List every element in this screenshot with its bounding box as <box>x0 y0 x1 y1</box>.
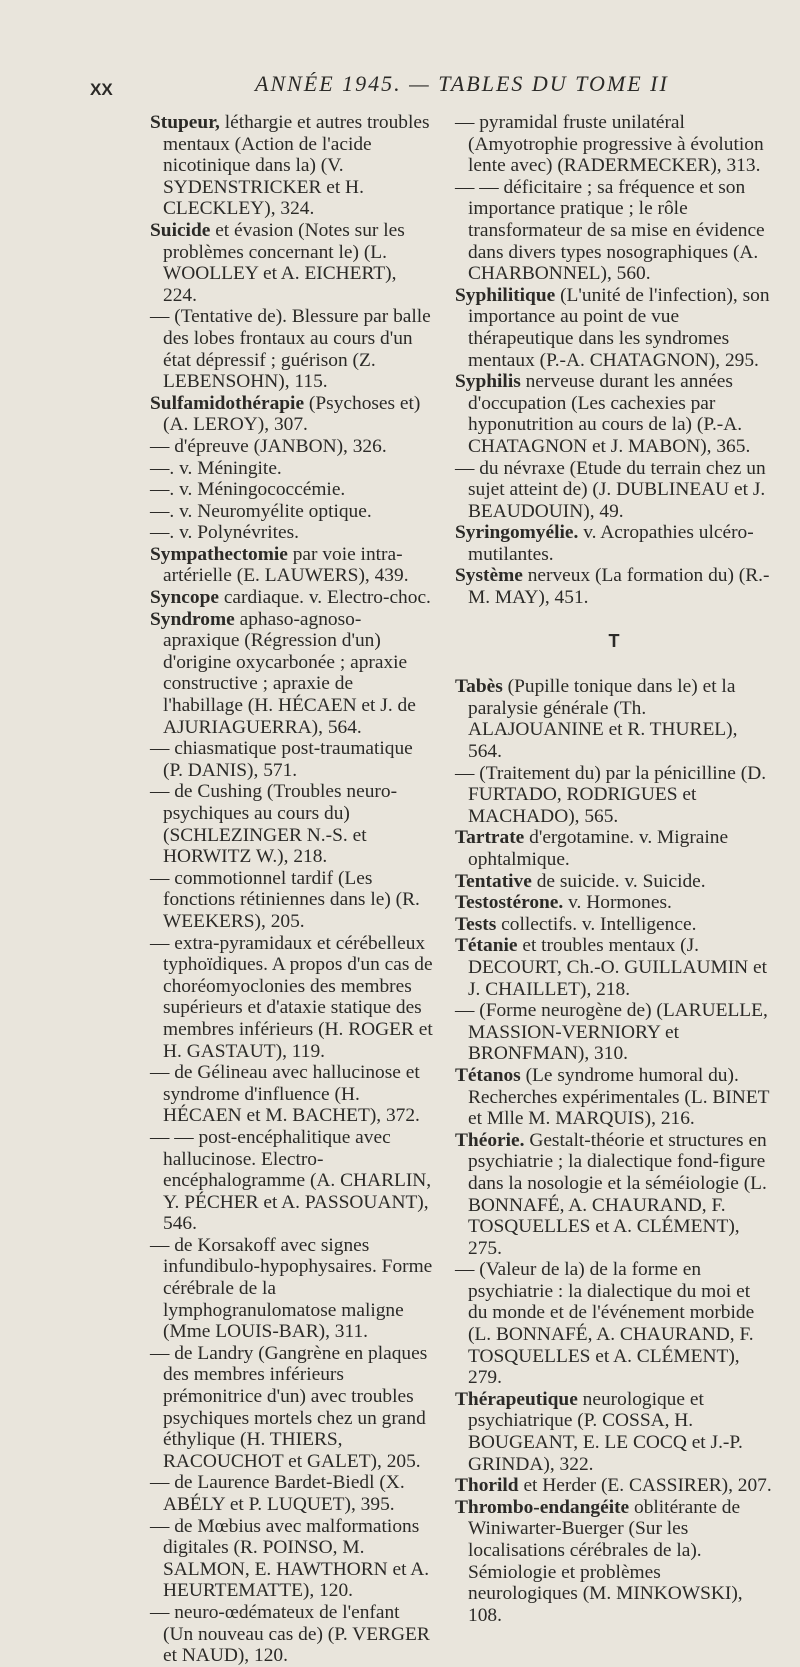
entry-text: v. Acropathies ulcéro-mutilantes. <box>468 522 754 565</box>
index-entry <box>150 393 433 436</box>
index-entry <box>150 609 433 739</box>
entry-text: — d'épreuve (JANBON), 326. <box>150 435 387 457</box>
index-entry <box>455 914 773 936</box>
index-entry <box>455 1475 773 1497</box>
entry-text: (Pupille tonique dans le) et la paralysie générale (Th. ALAJOUANINE et R. THUREL), 564. <box>468 676 738 763</box>
entry-text: par voie intra-artérielle (E. LAUWERS), 439. <box>163 543 409 587</box>
index-entry <box>455 1389 773 1475</box>
entry-text: cardiaque. v. Electro-choc. <box>218 587 431 609</box>
index-entry <box>150 868 433 933</box>
entry-text: — (Valeur de la) de la forme en psychiatrie : la dialectique du moi et du monde et de l'événement morbide (L. BONNAFÉ, A. CHAURAND, F. TOSQUELLES et A. CLÉMENT), 279. <box>455 1259 755 1389</box>
entry-text: (Psychoses et) (A. LEROY), 307. <box>163 392 421 436</box>
entry-text: — de Korsakoff avec signes infundibulo-hypophysaires. Forme cérébrale de la lymphogranulomatose maligne (Mme LOUIS-BAR), 311. <box>150 1234 433 1343</box>
entry-text: — extra-pyramidaux et cérébelleux typhoïdiques. A propos d'un cas de choréomyoclonies des membres supérieurs et d'ataxie statique des membres inférieurs (H. ROGER et H. GASTAUT), 119. <box>150 932 433 1062</box>
entry-heading: Testostérone. <box>455 892 564 914</box>
index-entry <box>150 522 433 544</box>
entry-heading: Tartrate <box>455 827 525 849</box>
entry-text: léthargie et autres troubles mentaux (Action de l'acide nicotinique dans la) (V. SYDENSTRICKER et H. CLECKLEY), 324. <box>163 112 430 220</box>
index-entry <box>455 763 773 828</box>
index-entry <box>455 1497 773 1627</box>
index-entry <box>150 306 433 392</box>
entry-text: —. v. Neuromyélite optique. <box>150 500 372 522</box>
index-entry <box>150 112 433 220</box>
running-title: ANNÉE 1945. — TABLES DU TOME II <box>255 71 669 96</box>
entry-heading: Théorie. <box>455 1129 525 1151</box>
entry-text: (Le syndrome humoral du). Recherches expérimentales (L. BINET et Mlle M. MARQUIS), 216. <box>468 1064 770 1130</box>
index-entry <box>455 522 773 565</box>
index-entry <box>150 738 433 781</box>
entry-text: — de Mœbius avec malformations digitales (R. POINSO, M. SALMON, E. HAWTHORN et A. HEURTEMATTE), 120. <box>150 1515 430 1602</box>
entry-text: — — déficitaire ; sa fréquence et son importance pratique ; le rôle transformateur de sa mise en évidence dans divers types nosographiques (A. CHARBONNEL), 560. <box>455 176 765 285</box>
entry-text: — — post-encéphalitique avec hallucinose. Electro-encéphalogramme (A. CHARLIN, Y. PÉCHER et A. PASSOUANT), 546. <box>150 1126 432 1235</box>
index-entry <box>455 177 773 285</box>
index-entry <box>150 1235 433 1343</box>
index-entry <box>150 436 433 458</box>
index-entry <box>455 827 773 870</box>
entry-heading: Syphilis <box>455 371 521 393</box>
index-entry <box>455 1259 773 1389</box>
index-entry <box>455 285 773 371</box>
index-entry <box>150 1343 433 1473</box>
entry-text: collectifs. v. Intelligence. <box>496 913 697 935</box>
entry-text: — pyramidal fruste unilatéral (Amyotrophie progressive à évolution lente avec) (RADERMECKER), 313. <box>455 112 764 177</box>
index-column-left <box>150 112 433 1667</box>
entry-text: — de Laurence Bardet-Biedl (X. ABÉLY et P. LUQUET), 395. <box>150 1472 405 1515</box>
index-entry <box>150 781 433 867</box>
index-column-right <box>455 112 773 1626</box>
index-entry <box>150 1127 433 1235</box>
entry-text: — (Forme neurogène de) (LARUELLE, MASSION-VERNIORY et BRONFMAN), 310. <box>455 1000 768 1065</box>
entry-heading: Syncope <box>150 587 219 609</box>
index-entry <box>150 587 433 609</box>
entry-heading: Syringomyélie. <box>455 522 579 544</box>
entry-text: d'ergotamine. v. Migraine ophtalmique. <box>468 827 729 870</box>
index-entry <box>455 565 773 608</box>
entry-text: et troubles mentaux (J. DECOURT, Ch.-O. GUILLAUMIN et J. CHAILLET), 218. <box>468 935 767 1000</box>
entry-text: —. v. Méningite. <box>150 457 282 479</box>
entry-text: nerveux (La formation du) (R.-M. MAY), 451. <box>468 565 770 609</box>
index-entry <box>455 458 773 523</box>
entry-heading: Thérapeutique <box>455 1388 578 1410</box>
entry-text: Gestalt-théorie et structures en psychiatrie ; la dialectique fond-figure dans la nosologie et la séméiologie (L. BONNAFÉ, A. CHAURAND, F. TOSQUELLES et A. CLÉMENT), 275. <box>468 1129 767 1259</box>
entry-text: oblitérante de Winiwarter-Buerger (Sur les localisations cérébrales de la). Sémiologie et problèmes neurologiques (M. MINKOWSKI), 108. <box>468 1496 743 1626</box>
index-entry <box>150 1062 433 1127</box>
entry-text: — de Cushing (Troubles neuro-psychiques au cours du) (SCHLEZINGER N.-S. et HORWITZ W.), 218. <box>150 781 398 868</box>
entry-heading: Tests <box>455 913 497 935</box>
entry-heading: Syndrome <box>150 608 235 630</box>
index-entry <box>150 1516 433 1602</box>
page-header <box>0 0 800 120</box>
entry-heading: Thrombo-endangéite <box>455 1496 630 1518</box>
entry-text: et évasion (Notes sur les problèmes concernant le) (L. WOOLLEY et A. EICHERT), 224. <box>163 219 405 306</box>
entry-heading: Tétanie <box>455 935 518 957</box>
entry-heading: Suicide <box>150 219 211 241</box>
index-entry <box>150 501 433 523</box>
entry-text: — commotionnel tardif (Les fonctions rétiniennes dans le) (R. WEEKERS), 205. <box>150 867 420 932</box>
index-entry <box>150 1472 433 1515</box>
entry-heading: Système <box>455 565 523 587</box>
entry-heading: Tentative <box>455 870 532 892</box>
entry-text: — neuro-œdémateux de l'enfant (Un nouveau cas de) (P. VERGER et NAUD), 120. <box>150 1601 430 1667</box>
index-section-s-continued <box>455 112 773 609</box>
index-entry <box>455 676 773 762</box>
entry-text: — de Gélineau avec hallucinose et syndrome d'influence (H. HÉCAEN et M. BACHET), 372. <box>150 1062 420 1127</box>
entry-heading: Stupeur, <box>150 112 220 133</box>
entry-text: et Herder (E. CASSIRER), 207. <box>518 1475 772 1497</box>
entry-heading: Sulfamidothérapie <box>150 392 305 414</box>
index-entry <box>455 112 773 177</box>
index-entry <box>150 458 433 480</box>
index-entry <box>150 933 433 1063</box>
entry-text: — du névraxe (Etude du terrain chez un sujet atteint de) (J. DUBLINEAU et J. BEAUDOUIN), 49. <box>455 457 766 522</box>
index-entry <box>150 1602 433 1667</box>
entry-heading: Syphilitique <box>455 284 556 306</box>
entry-heading: Tétanos <box>455 1064 521 1086</box>
index-entry <box>455 935 773 1000</box>
index-entry <box>455 892 773 914</box>
entry-text: neurologique et psychiatrique (P. COSSA, H. BOUGEANT, E. LE COCQ et J.-P. GRINDA), 322. <box>468 1388 743 1475</box>
page-number: XX <box>90 80 113 99</box>
entry-text: aphaso-agnoso-apraxique (Régression d'un) d'origine oxycarbonée ; apraxie constructive ; apraxie de l'habillage (H. HÉCAEN et J. de AJURIAGUERRA), 564. <box>163 608 416 738</box>
entry-heading: Thorild <box>455 1475 519 1497</box>
entry-text: —. v. Polynévrites. <box>150 522 300 544</box>
index-entry <box>455 871 773 893</box>
entry-text: de suicide. v. Suicide. <box>531 870 706 892</box>
entry-text: v. Hormones. <box>563 892 672 914</box>
index-entry <box>150 479 433 501</box>
entry-text: nerveuse durant les années d'occupation (Les cachexies par hyponutrition au cours de la) (P.-A. CHATAGNON et J. MABON), 365. <box>468 371 751 457</box>
index-entry <box>455 1000 773 1065</box>
entry-text: — chiasmatique post-traumatique (P. DANIS), 571. <box>150 738 413 781</box>
index-entry <box>455 1065 773 1130</box>
entry-heading: Sympathectomie <box>150 543 288 565</box>
entry-text: — (Traitement du) par la pénicilline (D. FURTADO, RODRIGUES et MACHADO), 565. <box>455 762 767 827</box>
entry-text: — de Landry (Gangrène en plaques des membres inférieurs prémonitrice d'un) avec troubles psychiques mortels chez un grand éthylique (H. THIERS, RACOUCHOT et GALET), 205. <box>150 1342 428 1472</box>
index-entry <box>150 544 433 587</box>
section-letter: T <box>608 630 620 651</box>
index-section-t <box>455 676 773 1626</box>
entry-text: —. v. Méningococcémie. <box>150 479 346 501</box>
entry-text: — (Tentative de). Blessure par balle des lobes frontaux au cours d'un état dépressif ; guérison (Z. LEBENSOHN), 115. <box>150 306 431 393</box>
index-entry <box>150 220 433 306</box>
index-entry <box>455 371 773 457</box>
entry-heading: Tabès <box>455 676 503 698</box>
index-entry <box>455 1130 773 1260</box>
entry-text: (L'unité de l'infection), son importance au point de vue thérapeutique dans les syndromes mentaux (P.-A. CHATAGNON), 295. <box>468 284 770 371</box>
